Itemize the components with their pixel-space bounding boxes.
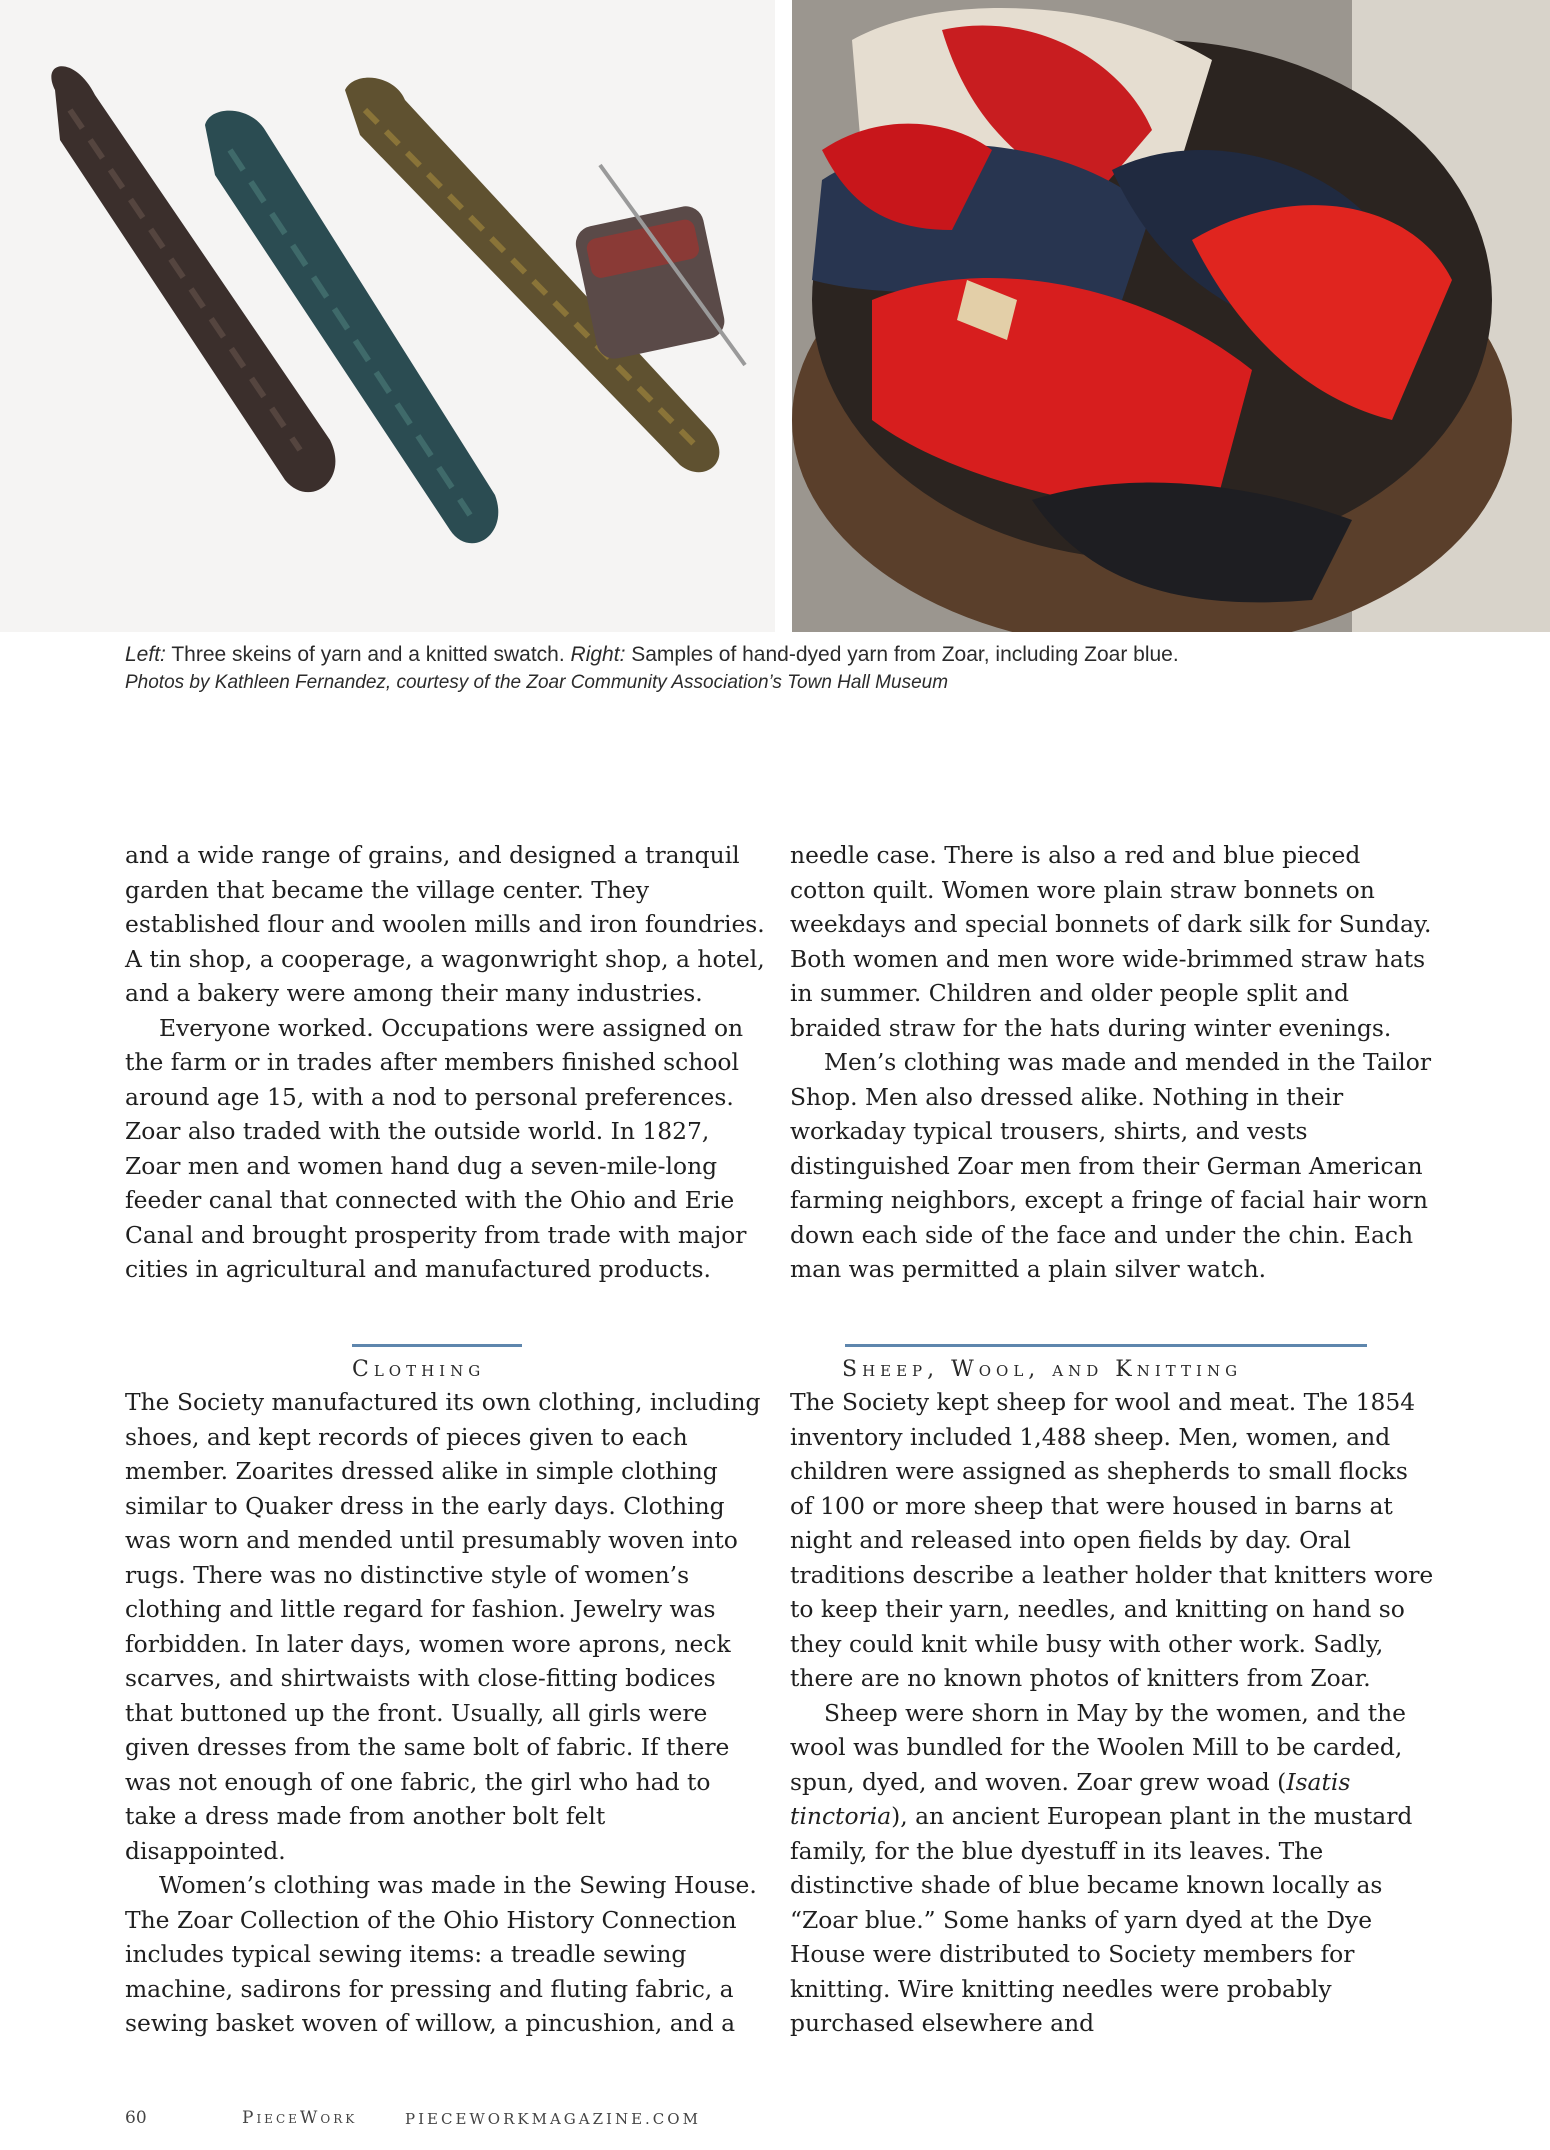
caption-left-label: Left: bbox=[125, 643, 166, 666]
caption-right-text: Samples of hand-dyed yarn from Zoar, including Zoar blue. bbox=[625, 643, 1179, 666]
column-left-top bbox=[125, 838, 765, 1287]
paragraph: The Society manufactured its own clothing, including shoes, and kept records of pieces given to each member. Zoarites dressed alike in simple clothing similar to Quaker dress in the early days. Clothing was worn and mended until presumably woven into rugs. There was no distinctive style of women’s clothing and little regard for fashion. Jewelry was forbidden. In later days, women wore aprons, neck scarves, and shirtwaists with close-fitting bodices that buttoned up the front. Usually, all girls were given dresses from the same bolt of fabric. If there was not enough of one fabric, the girl who had to take a dress made from another bolt felt disappointed. bbox=[125, 1388, 761, 1865]
section-heading-clothing: Clothing bbox=[352, 1357, 486, 1382]
caption-main bbox=[125, 640, 1425, 670]
page-number: 60 bbox=[125, 2108, 147, 2128]
paragraph: needle case. There is also a red and blue pieced cotton quilt. Women wore plain straw bonnets on weekdays and special bonnets of dark silk for Sunday. Both women and men wore wide-brimmed straw hats in summer. Children and older people split and braided straw for the hats during winter evenings. bbox=[790, 841, 1432, 1042]
magazine-url: PIECEWORKMAGAZINE.COM bbox=[405, 2110, 701, 2128]
magazine-name: PieceWork bbox=[242, 2108, 358, 2128]
paragraph: and a wide range of grains, and designed a tranquil garden that became the village center. They established flour and woolen mills and iron foundries. A tin shop, a cooperage, a wagonwright shop, a hotel, and a bakery were among their many industries. bbox=[125, 841, 765, 1007]
paragraph: The Society kept sheep for wool and meat. The 1854 inventory included 1,488 sheep. Men, women, and children were assigned as shepherds to small flocks of 100 or more sheep that were housed in barns at night and released into open fields by day. Oral traditions describe a leather holder that knitters wore to keep their yarn, needles, and knitting on hand so they could knit while busy with other work. Sadly, there are no known photos of knitters from Zoar. bbox=[790, 1388, 1434, 1692]
paragraph: Everyone worked. Occupations were assigned on the farm or in trades after members finished school around age 15, with a nod to personal preferences. Zoar also traded with the outside world. In 1827, Zoar men and women hand dug a seven-mile-long feeder canal that connected with the Ohio and Erie Canal and brought prosperity from trade with major cities in agricultural and manufactured products. bbox=[125, 1013, 747, 1283]
section-rule bbox=[352, 1344, 522, 1347]
photo-credit: Photos by Kathleen Fernandez, courtesy of the Zoar Community Association’s Town Hall Museum bbox=[125, 672, 949, 693]
yarn-skeins-illustration bbox=[0, 0, 775, 632]
photo-yarn-skeins bbox=[0, 0, 775, 632]
photo-caption bbox=[125, 640, 1425, 696]
photo-yarn-basket bbox=[792, 0, 1550, 632]
paragraph-text: ), an ancient European plant in the mustard family, for the blue dyestuff in its leaves. The distinctive shade of blue became known locally as “Zoar blue.” Some hanks of yarn dyed at the Dye House were distributed to Society members for knitting. Wire knitting needles were probably purchased elsewhere and bbox=[790, 1802, 1413, 2037]
column-right-bottom bbox=[790, 1385, 1435, 2041]
section-rule bbox=[845, 1344, 1367, 1347]
caption-right-label: Right: bbox=[570, 643, 626, 666]
column-right-top bbox=[790, 838, 1435, 1287]
paragraph bbox=[790, 1696, 1435, 2041]
yarn-basket-illustration bbox=[792, 0, 1550, 632]
section-heading-sheep: Sheep, Wool, and Knitting bbox=[842, 1357, 1243, 1382]
paragraph: Men’s clothing was made and mended in the Tailor Shop. Men also dressed alike. Nothing in their workaday typical trousers, shirts, and vests distinguished Zoar men from their German American farming neighbors, except a fringe of facial hair worn down each side of the face and under the chin. Each man was permitted a plain silver watch. bbox=[790, 1048, 1432, 1283]
paragraph-text: Sheep were shorn in May by the women, and the wool was bundled for the Woolen Mill to be carded, spun, dyed, and woven. Zoar grew woad ( bbox=[790, 1698, 1407, 1796]
caption-left-text: Three skeins of yarn and a knitted swatch. bbox=[165, 643, 571, 666]
paragraph: Women’s clothing was made in the Sewing House. The Zoar Collection of the Ohio History Connection includes typical sewing items: a treadle sewing machine, sadirons for pressing and fluting fabric, a sewing basket woven of willow, a pincushion, and a bbox=[125, 1871, 757, 2037]
column-left-bottom bbox=[125, 1385, 765, 2041]
species-name: Isatis tinctoria bbox=[790, 1767, 1351, 1830]
